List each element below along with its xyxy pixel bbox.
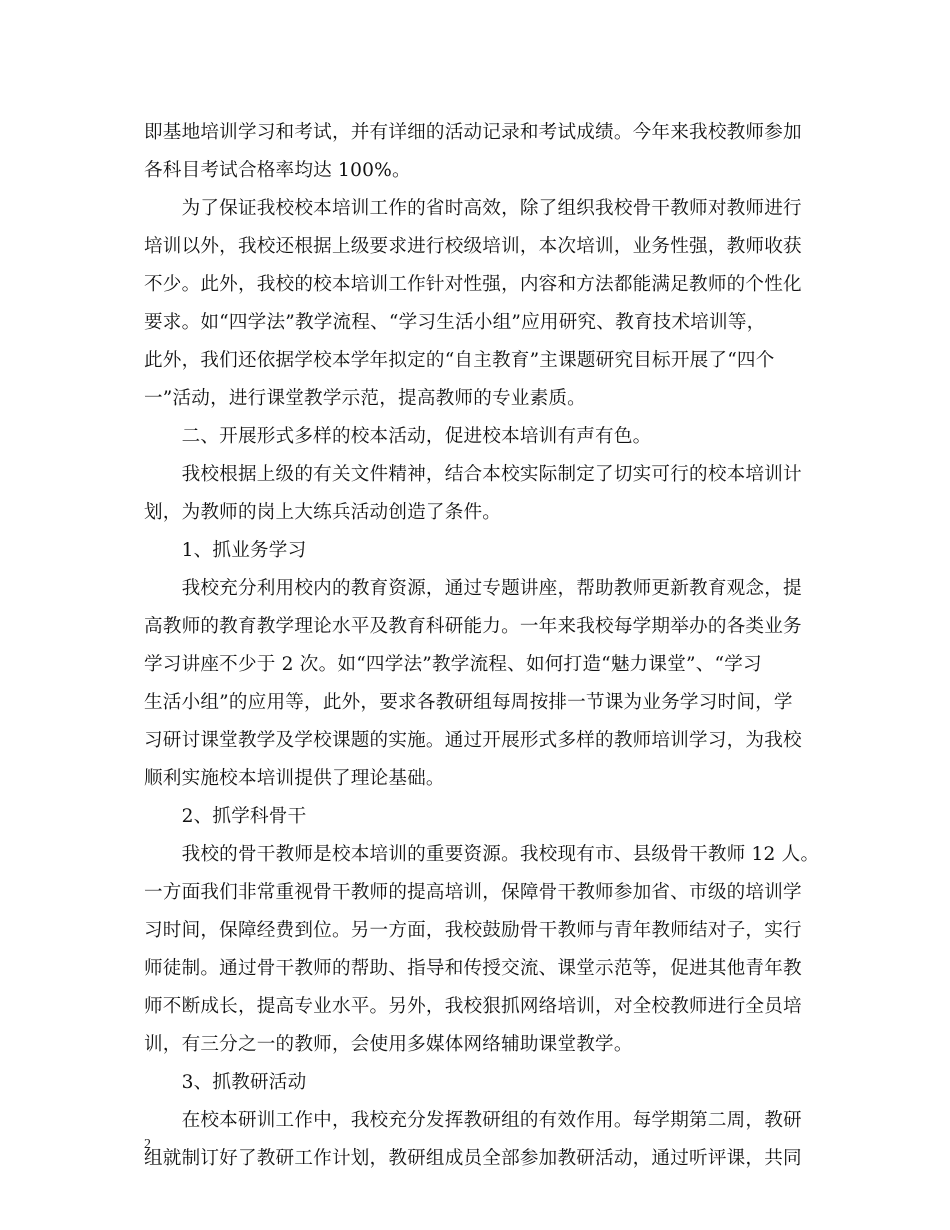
text-line: 我校根据上级的有关文件精神，结合本校实际制定了切实可行的校本培训计 xyxy=(144,464,802,485)
text-line: 一”活动，进行课堂教学示范，提高教师的专业素质。 xyxy=(144,388,586,409)
text-line: 划，为教师的岗上大练兵活动创造了条件。 xyxy=(144,502,502,523)
text-line: 训，有三分之一的教师，会使用多媒体网络辅助课堂教学。 xyxy=(144,1034,633,1055)
text-line: 师徒制。通过骨干教师的帮助、指导和传授交流、课堂示范等，促进其他青年教 xyxy=(144,958,802,979)
text-line: 此外，我们还依据学校本学年拟定的“自主教育”主课题研究目标开展了“四个 xyxy=(144,350,775,371)
text-line: 要求。如“四学法”教学流程、“学习生活小组”应用研究、教育技术培训等， xyxy=(144,312,766,333)
text-line: 师不断成长，提高专业水平。另外，我校狠抓网络培训，对全校教师进行全员培 xyxy=(144,996,802,1017)
text-line: 我校的骨干教师是校本培训的重要资源。我校现有市、县级骨干教师 12 人。 xyxy=(144,844,820,865)
text-line: 各科目考试合格率均达 100%。 xyxy=(144,160,411,181)
text-line: 一方面我们非常重视骨干教师的提高培训，保障骨干教师参加省、市级的培训学 xyxy=(144,882,802,903)
body-text xyxy=(144,114,820,1178)
subsection-heading: 1、抓业务学习 xyxy=(144,540,307,561)
text-line: 培训以外，我校还根据上级要求进行校级培训，本次培训，业务性强，教师收获 xyxy=(144,236,802,257)
text-line: 在校本研训工作中，我校充分发挥教研组的有效作用。每学期第二周，教研 xyxy=(144,1110,802,1131)
text-line: 顺利实施校本培训提供了理论基础。 xyxy=(144,768,445,789)
text-line: 即基地培训学习和考试，并有详细的活动记录和考试成绩。今年来我校教师参加 xyxy=(144,122,802,143)
text-line: 不少。此外，我校的校本培训工作针对性强，内容和方法都能满足教师的个性化 xyxy=(144,274,802,295)
text-line: 组就制订好了教研工作计划，教研组成员全部参加教研活动，通过听评课，共同 xyxy=(144,1148,802,1169)
text-line: 学习讲座不少于 2 次。如“四学法”教学流程、如何打造“魅力课堂”、“学习 xyxy=(144,654,762,675)
subsection-heading: 2、抓学科骨干 xyxy=(144,806,307,827)
text-line: 为了保证我校校本培训工作的省时高效，除了组织我校骨干教师对教师进行 xyxy=(144,198,802,219)
text-line: 习时间，保障经费到位。另一方面，我校鼓励骨干教师与青年教师结对子，实行 xyxy=(144,920,802,941)
section-heading: 二、开展形式多样的校本活动，促进校本培训有声有色。 xyxy=(144,426,652,447)
page-number: 2 xyxy=(144,1137,151,1152)
text-line: 我校充分利用校内的教育资源，通过专题讲座，帮助教师更新教育观念，提 xyxy=(144,578,802,599)
subsection-heading: 3、抓教研活动 xyxy=(144,1072,307,1093)
text-line: 生活小组”的应用等，此外，要求各教研组每周按排一节课为业务学习时间，学 xyxy=(144,692,793,713)
text-line: 习研讨课堂教学及学校课题的实施。通过开展形式多样的教师培训学习，为我校 xyxy=(144,730,802,751)
text-line: 高教师的教育教学理论水平及教育科研能力。一年来我校每学期举办的各类业务 xyxy=(144,616,802,637)
